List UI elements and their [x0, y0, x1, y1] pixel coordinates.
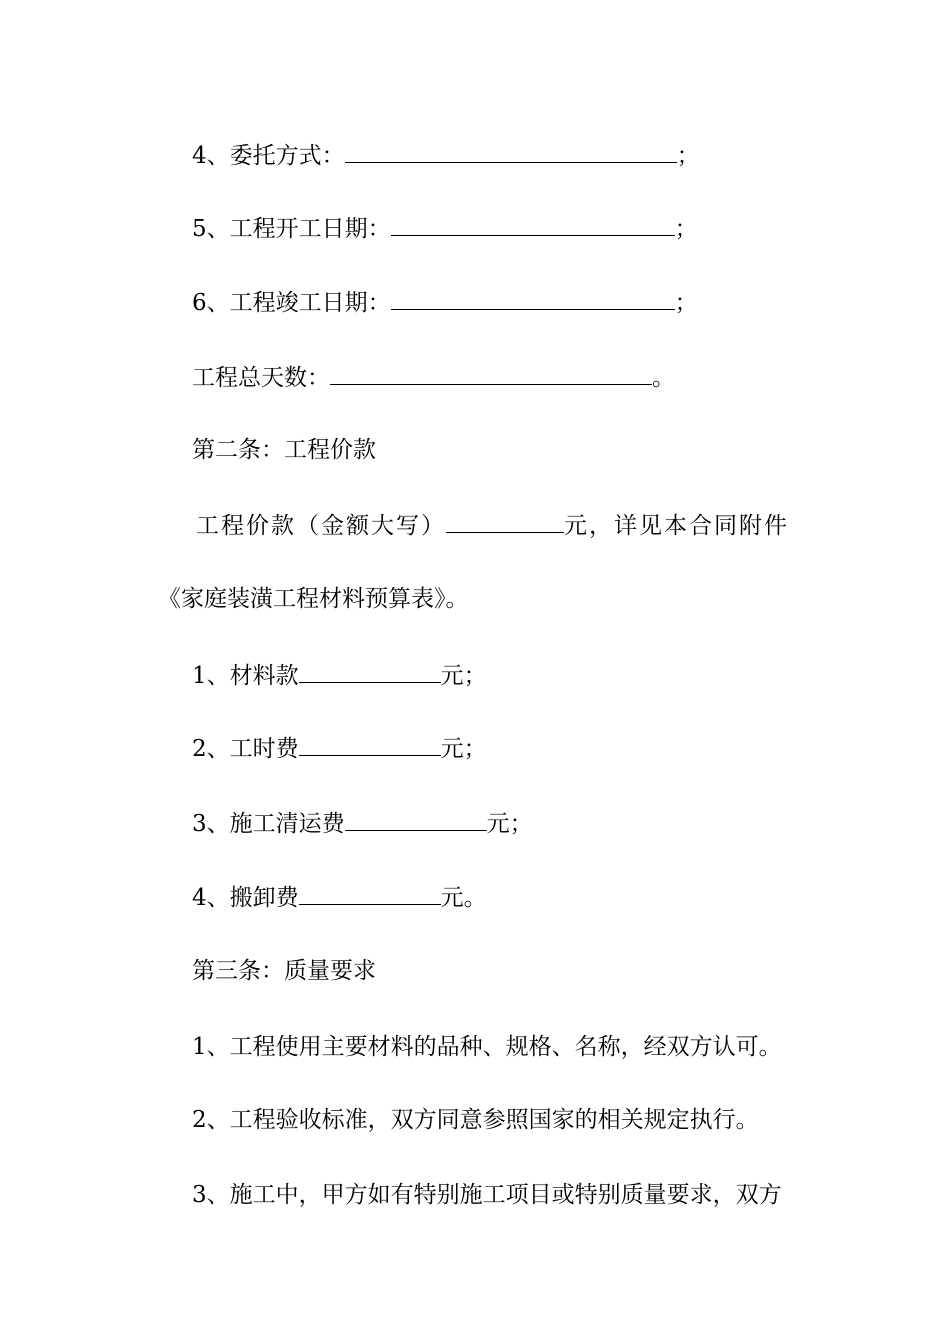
- line-prefix: 1、材料款: [192, 663, 299, 689]
- clause-total-days: [192, 362, 675, 393]
- fill-blank[interactable]: [391, 213, 675, 236]
- line-suffix: 元，详见本合同附件: [564, 513, 789, 539]
- fill-blank[interactable]: [330, 362, 652, 385]
- line-suffix: ；: [674, 290, 698, 316]
- line-suffix: 。: [652, 365, 675, 391]
- quality-item-2: 2、工程验收标准，双方同意参照国家的相关规定执行。: [192, 1107, 759, 1133]
- line-prefix: 5、工程开工日期：: [192, 216, 391, 242]
- line-prefix: 工程价款（金额大写）: [196, 513, 446, 539]
- clause-handling-fee: [192, 882, 487, 913]
- clause-start-date: [192, 213, 698, 244]
- line-suffix: 元；: [486, 811, 533, 837]
- article-two-heading: 第二条：工程价款: [192, 437, 376, 463]
- fill-blank[interactable]: [345, 140, 677, 163]
- line-prefix: 工程总天数：: [192, 365, 330, 391]
- quality-item-1: 1、工程使用主要材料的品种、规格、名称，经双方认可。: [192, 1034, 782, 1060]
- clause-labor-fee: [192, 733, 487, 764]
- clause-end-date: [192, 287, 698, 318]
- line-suffix: 元。: [440, 885, 487, 911]
- fill-blank[interactable]: [446, 510, 564, 533]
- attachment-reference: 《家庭装潢工程材料预算表》。: [158, 586, 469, 612]
- clause-material-fee: [192, 660, 487, 691]
- clause-cleanup-fee: [192, 808, 533, 839]
- line-prefix: 4、搬卸费: [192, 885, 299, 911]
- quality-item-3: 3、施工中，甲方如有特别施工项目或特别质量要求，双方: [192, 1182, 782, 1208]
- line-suffix: ；: [676, 143, 700, 169]
- clause-price-total: [196, 510, 789, 541]
- fill-blank[interactable]: [345, 808, 487, 831]
- article-three-heading: 第三条：质量要求: [192, 958, 376, 984]
- line-prefix: 2、工时费: [192, 736, 299, 762]
- line-prefix: 6、工程竣工日期：: [192, 290, 391, 316]
- line-prefix: 4、委托方式：: [192, 143, 345, 169]
- fill-blank[interactable]: [391, 287, 675, 310]
- fill-blank[interactable]: [299, 882, 441, 905]
- line-suffix: 元；: [440, 663, 487, 689]
- line-suffix: 元；: [440, 736, 487, 762]
- fill-blank[interactable]: [299, 733, 441, 756]
- line-prefix: 3、施工清运费: [192, 811, 345, 837]
- fill-blank[interactable]: [299, 660, 441, 683]
- line-suffix: ；: [674, 216, 698, 242]
- clause-entrust-method: [192, 140, 700, 171]
